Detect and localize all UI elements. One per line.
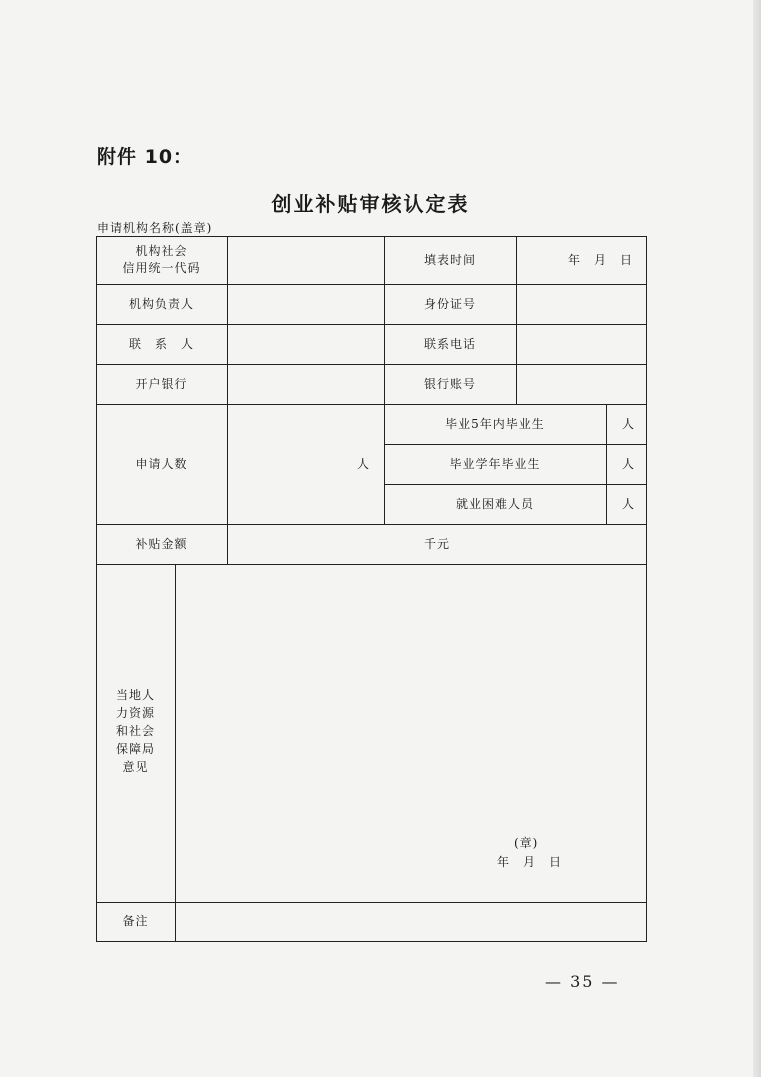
phone-label: 联系电话 — [423, 336, 476, 351]
subsidy-field[interactable]: 千元 — [423, 536, 450, 551]
opinion-field[interactable] — [175, 564, 647, 902]
hardship-field[interactable]: 人 — [621, 496, 635, 511]
applicants-label: 申请人数 — [135, 456, 188, 471]
page-edge-shadow — [753, 0, 761, 1077]
bank-field[interactable] — [227, 364, 384, 404]
fill-time-value[interactable]: 年 月 日 — [567, 252, 633, 267]
id-number-field[interactable] — [516, 284, 647, 324]
grad-year-field[interactable]: 人 — [621, 456, 635, 471]
stamp-label: (章) — [514, 836, 539, 850]
rule-bottom — [96, 941, 647, 942]
opinion-label-line1: 当地人 — [115, 688, 155, 702]
remarks-label: 备注 — [122, 914, 149, 928]
page-number: — 35 — — [545, 972, 620, 991]
org-head-label: 机构负责人 — [128, 296, 194, 311]
account-field[interactable] — [516, 364, 647, 404]
attachment-label: 附件 10： — [97, 146, 194, 168]
grad-year-label: 毕业学年毕业生 — [449, 456, 541, 471]
subsidy-label: 补贴金额 — [135, 536, 188, 551]
form-title: 创业补贴审核认定表 — [271, 192, 470, 216]
approval-form-table — [96, 236, 647, 942]
credit-code-field[interactable] — [227, 236, 384, 284]
grad5-label: 毕业5年内毕业生 — [445, 416, 545, 431]
bank-label: 开户银行 — [135, 376, 188, 391]
opinion-label — [96, 676, 175, 786]
phone-field[interactable] — [516, 324, 647, 364]
id-number-label: 身份证号 — [423, 296, 476, 311]
org-head-field[interactable] — [227, 284, 384, 324]
hardship-label: 就业困难人员 — [455, 496, 534, 511]
opinion-label-line3: 和社会 — [115, 724, 155, 738]
opinion-label-line2: 力资源 — [115, 706, 155, 720]
opinion-label-line5: 意见 — [122, 760, 149, 774]
stamp-date: 年 月 日 — [497, 855, 563, 869]
account-label: 银行账号 — [423, 376, 476, 391]
grad5-field[interactable]: 人 — [621, 416, 635, 431]
applicants-field[interactable]: 人 — [356, 456, 370, 471]
opinion-label-line4: 保障局 — [115, 742, 155, 756]
contact-label: 联 系 人 — [128, 336, 194, 351]
credit-code-label-line2: 信用统一代码 — [122, 261, 201, 275]
remarks-field[interactable] — [175, 902, 647, 941]
credit-code-label — [96, 236, 227, 284]
credit-code-label-line1: 机构社会 — [135, 244, 188, 258]
contact-field[interactable] — [227, 324, 384, 364]
fill-time-label: 填表时间 — [423, 252, 476, 267]
org-name-label: 申请机构名称(盖章) — [97, 221, 213, 235]
